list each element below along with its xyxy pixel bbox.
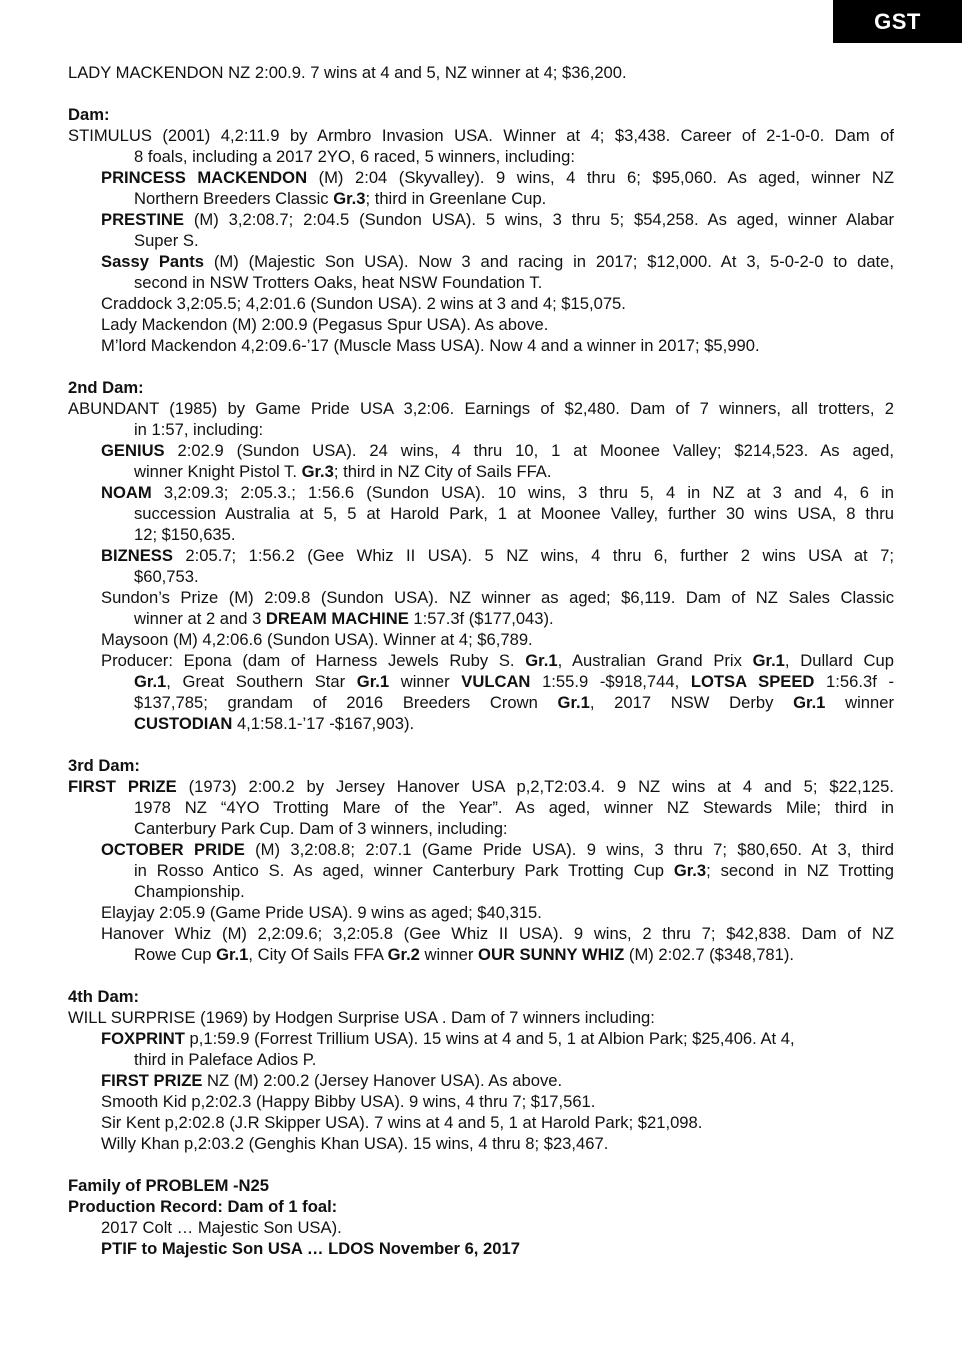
- detail: 2:02.9 (Sundon USA). 24 wins, 4 thru 10, 1 at Moonee Valley; $214,523. As aged,: [164, 441, 894, 460]
- detail: winner at 2 and 3: [134, 609, 266, 628]
- family-line: Family of PROBLEM -N25: [68, 1176, 269, 1195]
- producer-line-1: [68, 650, 894, 671]
- detail: winner: [389, 672, 462, 691]
- group-grade: Gr.1: [793, 693, 826, 712]
- progeny-maysoon: Maysoon (M) 4,2:06.6 (Sundon USA). Winner at 4; $6,789.: [101, 630, 533, 649]
- dam-line-1: STIMULUS (2001) 4,2:11.9 by Armbro Invasion USA. Winner at 4; $3,438. Career of 2-1-0-0. Dam of: [68, 126, 894, 145]
- progeny-willy-khan: Willy Khan p,2:03.2 (Genghis Khan USA). 15 wins, 4 thru 8; $23,467.: [101, 1134, 609, 1153]
- detail: , Dullard Cup: [784, 651, 894, 670]
- detail: (M) 3,2:08.7; 2:04.5 (Sundon USA). 5 wins, 3 thru 5; $54,258. As aged, winner Alabar: [184, 210, 894, 229]
- progeny-prestine-cont: Super S.: [134, 231, 199, 250]
- pedigree-page: [68, 62, 894, 1259]
- group-grade: Gr.3: [673, 861, 707, 880]
- horse-name: DREAM MACHINE: [265, 609, 409, 628]
- progeny-hanover-whiz-cont: [68, 944, 894, 965]
- detail: (M) 2:02.7 ($348,781).: [624, 945, 795, 964]
- detail: (M) 3,2:08.8; 2:07.1 (Game Pride USA). 9 wins, 3 thru 7; $80,650. At 3, third: [244, 840, 894, 859]
- detail: (M) (Majestic Son USA). Now 3 and racing in 2017; $12,000. At 3, 5-0-2-0 to date,: [204, 252, 894, 271]
- dam-heading: Dam:: [68, 105, 110, 124]
- gst-badge: GST: [833, 0, 962, 43]
- progeny-lady-mackendon: Lady Mackendon (M) 2:00.9 (Pegasus Spur USA). As above.: [101, 315, 549, 334]
- horse-name: OUR SUNNY WHIZ: [478, 945, 625, 964]
- dam2-line-1: ABUNDANT (1985) by Game Pride USA 3,2:06. Earnings of $2,480. Dam of 7 winners, all trotters, 2: [68, 399, 894, 418]
- detail: 2:05.7; 1:56.2 (Gee Whiz II USA). 5 NZ wins, 4 thru 6, further 2 wins USA at 7;: [172, 546, 894, 565]
- detail: 4,1:58.1-’17 -$167,903).: [232, 714, 415, 733]
- group-grade: Gr.2: [387, 945, 420, 964]
- detail: ; third in Greenlane Cup.: [365, 189, 547, 208]
- dam2-heading: 2nd Dam:: [68, 378, 144, 397]
- horse-name: GENIUS: [101, 441, 165, 460]
- dam4-line-1: WILL SURPRISE (1969) by Hodgen Surprise USA . Dam of 7 winners including:: [68, 1008, 655, 1027]
- progeny-sir-kent: Sir Kent p,2:02.8 (J.R Skipper USA). 7 wins at 4 and 5, 1 at Harold Park; $21,098.: [101, 1113, 703, 1132]
- progeny-craddock: Craddock 3,2:05.5; 4,2:01.6 (Sundon USA). 2 wins at 3 and 4; $15,075.: [101, 294, 626, 313]
- dam3-heading: 3rd Dam:: [68, 756, 140, 775]
- progeny-noam-cont-1: succession Australia at 5, 5 at Harold Park, 1 at Moonee Valley, further 30 wins USA, 8 thru: [134, 504, 894, 523]
- detail: winner: [419, 945, 479, 964]
- detail: (1973) 2:00.2 by Jersey Hanover USA p,2,T2:03.4. 9 NZ wins at 4 and 5; $22,125.: [176, 777, 894, 796]
- group-grade: Gr.1: [134, 672, 167, 691]
- progeny-hanover-whiz: Hanover Whiz (M) 2,2:09.6; 3,2:05.8 (Gee Whiz II USA). 9 wins, 2 thru 7; $42,838. Dam of NZ: [101, 924, 894, 943]
- progeny-bizness: [68, 545, 894, 566]
- progeny-noam: [68, 482, 894, 503]
- detail: Northern Breeders Classic: [134, 189, 334, 208]
- progeny-genius-cont: [68, 461, 894, 482]
- detail: (M) 2:04 (Skyvalley). 9 wins, 4 thru 6; $95,060. As aged, winner NZ: [307, 168, 894, 187]
- progeny-october-pride: [68, 839, 894, 860]
- producer-line-3: [68, 692, 894, 713]
- progeny-noam-cont-2: 12; $150,635.: [134, 525, 236, 544]
- dam2-line-2: in 1:57, including:: [134, 420, 264, 439]
- horse-name: FIRST PRIZE: [68, 777, 177, 796]
- detail: p,1:59.9 (Forrest Trillium USA). 15 wins at 4 and 5, 1 at Albion Park; $25,406. At 4,: [184, 1029, 795, 1048]
- horse-name: OCTOBER PRIDE: [101, 840, 245, 859]
- horse-name: PRESTINE: [101, 210, 184, 229]
- ptif-line: PTIF to Majestic Son USA … LDOS November 6, 2017: [101, 1239, 520, 1258]
- group-grade: Gr.1: [525, 651, 558, 670]
- group-grade: Gr.1: [216, 945, 249, 964]
- detail: 3,2:09.3; 2:05.3.; 1:56.6 (Sundon USA). 10 wins, 3 thru 5, 4 in NZ at 3 and 4, 6 in: [151, 483, 894, 502]
- horse-name: FOXPRINT: [101, 1029, 185, 1048]
- progeny-genius: [68, 440, 894, 461]
- progeny-bizness-cont: $60,753.: [134, 567, 199, 586]
- progeny-princess-mackendon-cont: [68, 188, 894, 209]
- progeny-smooth-kid: Smooth Kid p,2:02.3 (Happy Bibby USA). 9 wins, 4 thru 7; $17,561.: [101, 1092, 596, 1111]
- progeny-october-pride-cont-2: Championship.: [134, 882, 245, 901]
- progeny-foxprint-cont: third in Paleface Adios P.: [134, 1050, 317, 1069]
- detail: $137,785; grandam of 2016 Breeders Crown: [134, 693, 558, 712]
- dam3-first-prize: [68, 776, 894, 797]
- group-grade: Gr.3: [333, 189, 366, 208]
- horse-name: LOTSA SPEED: [690, 672, 815, 691]
- detail: 1:57.3f ($177,043).: [408, 609, 554, 628]
- detail: winner: [825, 693, 894, 712]
- producer-line-2: [68, 671, 894, 692]
- horse-name: BIZNESS: [101, 546, 173, 565]
- production-foal: 2017 Colt … Majestic Son USA).: [101, 1218, 342, 1237]
- detail: 1:56.3f -: [814, 672, 894, 691]
- progeny-elayjay: Elayjay 2:05.9 (Game Pride USA). 9 wins as aged; $40,315.: [101, 903, 542, 922]
- detail: , Great Southern Star: [166, 672, 357, 691]
- detail: , 2017 NSW Derby: [589, 693, 794, 712]
- detail: in Rosso Antico S. As aged, winner Canterbury Park Trotting Cup: [134, 861, 674, 880]
- progeny-mlord-mackendon: M’lord Mackendon 4,2:09.6-’17 (Muscle Mass USA). Now 4 and a winner in 2017; $5,990.: [101, 336, 760, 355]
- horse-name: PRINCESS MACKENDON: [101, 168, 308, 187]
- group-grade: Gr.1: [557, 693, 590, 712]
- production-record-heading: Production Record: Dam of 1 foal:: [68, 1197, 338, 1216]
- dam-line-2: 8 foals, including a 2017 2YO, 6 raced, 5 winners, including:: [134, 147, 575, 166]
- horse-name: CUSTODIAN: [134, 714, 233, 733]
- group-grade: Gr.3: [301, 462, 334, 481]
- detail: ; second in NZ Trotting: [706, 861, 894, 880]
- detail: NZ (M) 2:00.2 (Jersey Hanover USA). As above.: [202, 1071, 563, 1090]
- detail: ; third in NZ City of Sails FFA.: [333, 462, 552, 481]
- progeny-princess-mackendon: [68, 167, 894, 188]
- progeny-prestine: [68, 209, 894, 230]
- detail: , Australian Grand Prix: [557, 651, 753, 670]
- progeny-sundons-prize: Sundon’s Prize (M) 2:09.8 (Sundon USA). NZ winner as aged; $6,119. Dam of NZ Sales Classic: [101, 588, 894, 607]
- dam4-heading: 4th Dam:: [68, 987, 139, 1006]
- horse-name: FIRST PRIZE: [101, 1071, 203, 1090]
- producer-line-4: [68, 713, 894, 734]
- progeny-foxprint: [68, 1028, 894, 1049]
- group-grade: Gr.1: [752, 651, 785, 670]
- detail: Rowe Cup: [134, 945, 217, 964]
- detail: winner Knight Pistol T.: [134, 462, 302, 481]
- progeny-sassy-pants-cont: second in NSW Trotters Oaks, heat NSW Foundation T.: [134, 273, 543, 292]
- detail: Producer: Epona (dam of Harness Jewels Ruby S.: [101, 651, 526, 670]
- group-grade: Gr.1: [356, 672, 390, 691]
- progeny-october-pride-cont-1: [68, 860, 894, 881]
- dam3-first-prize-cont-1: 1978 NZ “4YO Trotting Mare of the Year”. As aged, winner NZ Stewards Mile; third in: [134, 798, 894, 817]
- horse-name: Sassy Pants: [101, 252, 205, 271]
- intro-line: LADY MACKENDON NZ 2:00.9. 7 wins at 4 and 5, NZ winner at 4; $36,200.: [68, 63, 627, 82]
- progeny-first-prize-nz: [68, 1070, 894, 1091]
- horse-name: VULCAN: [461, 672, 531, 691]
- progeny-sundons-prize-cont: [68, 608, 894, 629]
- dam3-first-prize-cont-2: Canterbury Park Cup. Dam of 3 winners, including:: [134, 819, 508, 838]
- detail: , City Of Sails FFA: [248, 945, 388, 964]
- progeny-sassy-pants: [68, 251, 894, 272]
- horse-name: NOAM: [101, 483, 152, 502]
- detail: 1:55.9 -$918,744,: [530, 672, 691, 691]
